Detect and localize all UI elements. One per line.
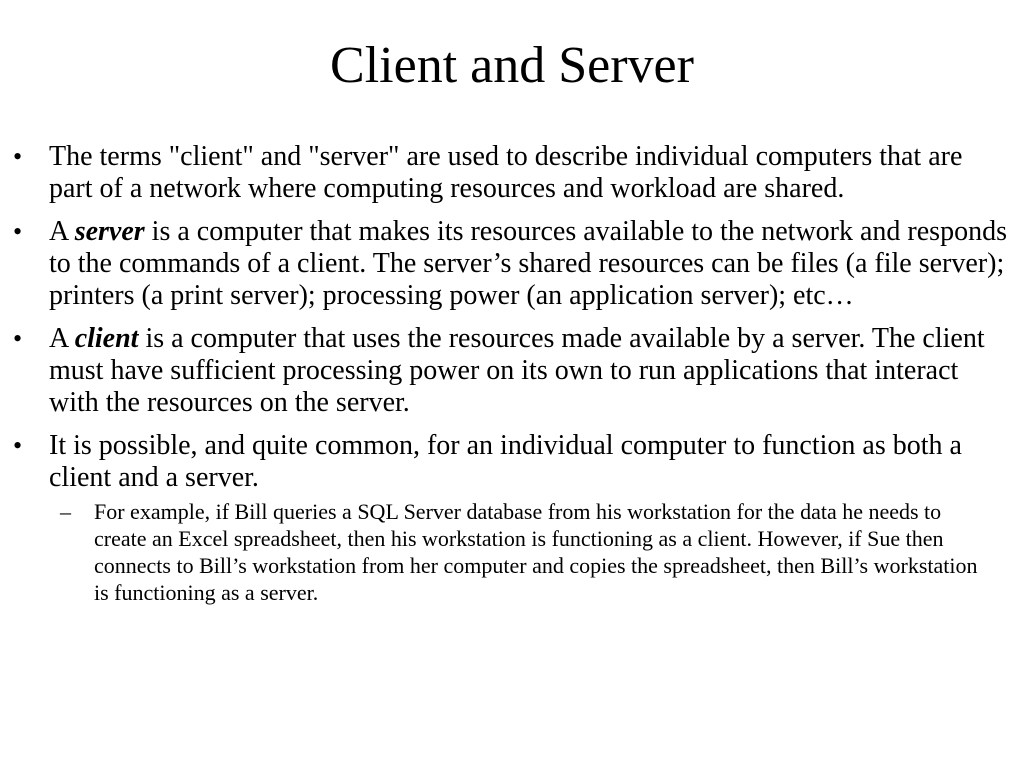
sub-bullet-marker: – <box>60 499 71 524</box>
term-server: server <box>74 216 145 247</box>
bullet-list <box>0 141 1024 617</box>
bullet-text-prefix: A <box>49 216 75 247</box>
sub-bullet-item <box>0 498 1010 606</box>
bullet-text-prefix: A <box>49 323 75 354</box>
bullet-item <box>0 216 1024 312</box>
bullet-item <box>0 430 1024 606</box>
bullet-text-suffix: is a computer that makes its resources available to the network and responds to the commands of a client. The server’s shared resources can be files (a file server); printers (a print server); processing power (an application server); etc… <box>49 216 1007 311</box>
bullet-marker: • <box>13 142 23 171</box>
bullet-text: The terms "client" and "server" are used to describe individual computers that are part of a network where computing resources and workload are shared. <box>49 141 963 204</box>
sub-bullet-text: For example, if Bill queries a SQL Server database from his workstation for the data he needs to create an Excel spreadsheet, then his workstation is functioning as a client. However, if Sue then connects to Bill’s workstation from her computer and copies the spreadsheet, then Bill’s workstation is functioning as a server. <box>94 499 978 605</box>
bullet-item <box>0 141 1024 205</box>
slide-title: Client and Server <box>330 37 694 94</box>
bullet-marker: • <box>13 431 23 460</box>
bullet-text: It is possible, and quite common, for an individual computer to function as both a client and a server. <box>49 430 962 493</box>
term-client: client <box>74 323 139 354</box>
bullet-marker: • <box>13 324 23 353</box>
bullet-item <box>0 323 1024 419</box>
bullet-text-suffix: is a computer that uses the resources made available by a server. The client must have sufficient processing power on its own to run applications that interact with the resources on the server. <box>49 323 985 418</box>
bullet-marker: • <box>13 217 23 246</box>
